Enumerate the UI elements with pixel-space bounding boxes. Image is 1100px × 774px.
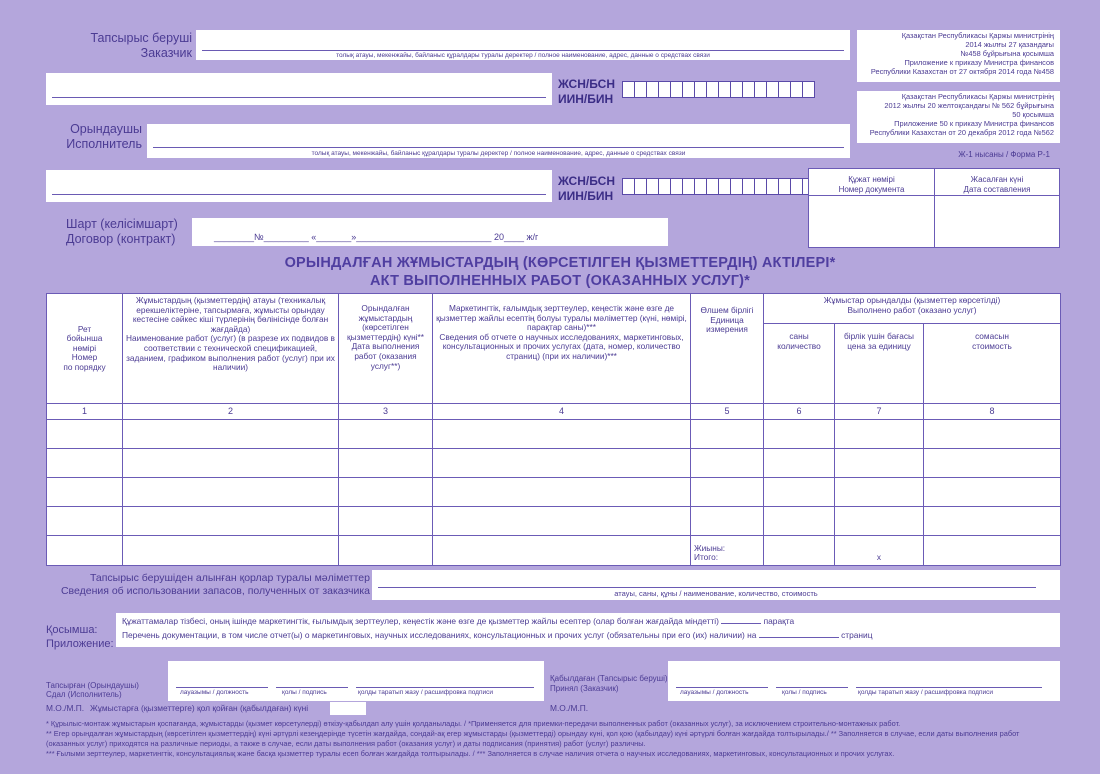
order-ref-1 [857,30,1060,82]
sign-left-label-ru: Сдал (Исполнитель) [46,690,122,699]
sign-left-signature: қолы / подпись [282,689,327,696]
appendix-line-1-unit: парақта [763,616,795,626]
total-x: х [835,536,924,566]
appendix-label-kz: Қосымша: [46,624,98,636]
table-row[interactable] [47,420,1061,449]
total-cost[interactable] [924,536,1061,566]
customer-label-kz: Тапсырыс беруші [90,31,192,45]
stamp-right: М.О./М.П. [550,703,589,713]
order-ref-1-l0: Қазақстан Республикасы Қаржы министрінің [901,31,1054,40]
col-num-6: 6 [764,404,835,420]
appendix-line-2-text: Перечень документации, в том числе отчет(ы) о маркетинговых, научных исследованиях, консультационных и прочих услуг (обязательны при его (их) наличии) на [122,630,757,640]
total-label: Жиыны: Итого: [691,536,764,566]
sign-right-field[interactable] [668,661,1060,701]
executor-id-label-1: ЖСН/БСН [558,174,616,188]
customer-iin-cells[interactable] [622,81,815,98]
sign-left-field[interactable] [168,661,544,701]
reserves-label-kz: Тапсырыс берушіден алынған қорлар туралы мәліметтер [89,572,370,584]
appendix-label-ru: Приложение: [46,638,114,650]
footnote-2: ** Егер орындалған жұмыстардың (көрсетілген қызметтердің) күні әртүрлі кезеңдерінде түсетін жағдайда, сондай-ақ егер жұмыстарды (қызметтерді) орындау күні, қол қою (қабылдау) күні әртүрлі болған жағдайда толтырылады./ ** Заполняется в случае, если даты выполнения работ [46,729,1020,738]
appendix-pages-input[interactable] [759,637,839,638]
appendix-line-1 [122,617,794,627]
sign-left-label-kz: Тапсырған (Орындаушы) [46,681,139,690]
sign-date-label: Жұмыстарға (қызметтерге) қол қойған (қабылдаған) күні [90,703,309,713]
order-ref-2-l4: Республики Казахстан от 20 декабря 2012 года №562 [869,128,1054,137]
sign-right-label-kz: Қабылдаған (Тапсырыс беруші) [550,674,668,683]
appendix-line-1-text: Құжаттамалар тізбесі, оның ішінде маркетингтік, ғылымдық зерттеулер, кеңестік және өзге де қызметтер жайлы есептер (олар болған жағдайда міндетті) [122,616,719,626]
appendix-line-2 [122,631,873,641]
contract-line: ________№_________ «_______»___________________________ 20____ ж/г [214,232,539,242]
doc-number-label: Құжат нөмірі Номер документа [838,175,905,194]
order-ref-2-l2: 50 қосымша [1012,110,1054,119]
appendix-line-2-unit: страниц [841,630,873,640]
order-ref-1-l2: №458 бұйрығына қосымша [960,49,1054,58]
customer-id-label-2: ИИН/БИН [558,92,614,106]
executor-label-ru: Исполнитель [66,137,142,151]
reserves-hint: атауы, саны, құны / наименование, количество, стоимость [614,589,818,598]
form-label: Ж-1 нысаны / Форма Р-1 [958,150,1050,159]
col-header-unit: Өлшем бірлігі Единица измерения [691,294,764,404]
order-ref-2-l1: 2012 жылғы 20 желтоқсандағы № 562 бұйрығына [884,101,1054,110]
customer-label-ru: Заказчик [140,46,192,60]
doc-date-label: Жасалған күні Дата составления [963,175,1031,194]
executor-name-hint: толық атауы, мекенжайы, байланыс құралдары туралы деректер / полное наименование, адрес, данные о средствах связи [311,150,686,157]
contract-label-ru: Договор (контракт) [66,232,176,246]
col-num-4: 4 [433,404,691,420]
executor-id-label-2: ИИН/БИН [558,189,614,203]
sign-date-field[interactable] [330,702,366,715]
customer-id-label-1: ЖСН/БСН [558,77,616,91]
order-ref-1-l4: Республики Казахстан от 27 октября 2014 года №458 [870,67,1054,76]
sign-right-position: лауазымы / должность [680,689,749,696]
works-table [46,293,1061,566]
total-quantity[interactable] [764,536,835,566]
col-header-number: Рет бойынша нөмірі Номер по порядку [47,294,123,404]
sign-left-position: лауазымы / должность [180,689,249,696]
col-header-name: Жұмыстардың (қызметтердің) атауы (техникалық ерекшеліктеріне, тапсырмаға, жұмысты орындау кестесіне сәйкес кіші түрлерінің бөлінісінде болған жағдайда) Наименование работ (услуг) (в разрезе их подвидов в соответствии с технической спецификацией, заданием, графиком выполнения работ (услуг) при их наличии) [123,294,339,404]
col-header-cost: сомасын стоимость [924,324,1061,404]
title-kz: ОРЫНДАЛҒАН ЖҰМЫСТАРДЫҢ (КӨРСЕТІЛГЕН ҚЫЗМЕТТЕРДІҢ) АКТІЛЕРІ* [284,255,836,271]
sign-right-signature: қолы / подпись [782,689,827,696]
col-num-8: 8 [924,404,1061,420]
col-header-price: бірлік үшін бағасы цена за единицу [835,324,924,404]
col-header-quantity: саны количество [764,324,835,404]
col-num-1: 1 [47,404,123,420]
table-row[interactable] [47,449,1061,478]
order-ref-2-l0: Қазақстан Республикасы Қаржы министрінің [901,92,1054,101]
customer-address-field[interactable] [46,73,552,105]
sign-left-decode: қолды таратып жазу / расшифровка подписи [358,689,494,696]
order-ref-1-l1: 2014 жылғы 27 қазандағы [965,40,1054,49]
col-num-2: 2 [123,404,339,420]
footnote-1: * Құрылыс-монтаж жұмыстарын қоспағанда, жұмыстарды (қызмет көрсетулерді) өткізу-қабылдап алу үшін қолданылады. / *Применяется для приемки-передачи выполненных работ (оказанных услуг), за исключением строительно-монтажных работ. [46,719,901,728]
footnote-4: *** Ғылыми зерттеулер, маркетингтік, консультациялық және басқа қызметтер туралы есеп болған жағдайда толтырылады. / *** Заполняется в случае наличия отчета о научных исследованиях, маркетинговых, консультационных и прочих услугах. [46,749,895,758]
appendix-sheets-input[interactable] [721,623,761,624]
executor-label-kz: Орындаушы [70,122,142,136]
sign-right-label-ru: Принял (Заказчик) [550,684,619,693]
footnote-3: (оказанных услуг) приходятся на различные периоды, а также в случае, если даты выполнения работ (оказания услуг) и даты подписания (принятия) работ (услуг) различны. [46,739,646,748]
executor-address-field[interactable] [46,170,552,202]
contract-label-kz: Шарт (келісімшарт) [66,217,178,231]
executor-iin-cells[interactable] [622,178,815,195]
col-num-7: 7 [835,404,924,420]
col-header-report: Маркетингтік, ғалымдық зерттеулер, кеңестік және өзге де қызметтер жайлы есептің болуы туралы мәліметтер (күні, нөмірі, парақтар саны)*** Сведения об отчете о научных исследованиях, маркетинговых, консультационных и прочих услугах (дата, номер, количество страниц) (при их наличии)*** [433,294,691,404]
doc-number-cell[interactable] [809,169,935,247]
reserves-label-ru: Сведения об использовании запасов, полученных от заказчика [60,585,370,597]
order-ref-2 [857,91,1060,143]
table-row[interactable] [47,478,1061,507]
reserves-field[interactable] [372,570,1060,600]
col-num-5: 5 [691,404,764,420]
doc-date-cell[interactable] [935,169,1059,247]
stamp-left: М.О./М.П. [46,703,85,713]
col-header-date: Орындалған жұмыстардың (көрсетілген қызметтердің) күні** Дата выполнения работ (оказания услуг**) [339,294,433,404]
title-ru: АКТ ВЫПОЛНЕННЫХ РАБОТ (ОКАЗАННЫХ УСЛУГ)* [369,273,751,289]
col-header-performed: Жұмыстар орындалды (қызметтер көрсетілді) Выполнено работ (оказано услуг) [764,294,1061,324]
col-num-3: 3 [339,404,433,420]
sign-right-decode: қолды таратып жазу / расшифровка подписи [858,689,994,696]
table-row[interactable] [47,507,1061,536]
appendix-field[interactable] [116,613,1060,647]
order-ref-2-l3: Приложение 50 к приказу Министра финансов [894,119,1054,128]
contract-field[interactable] [192,218,668,246]
total-row [47,536,1061,566]
customer-name-hint: толық атауы, мекенжайы, байланыс құралдары туралы деректер / полное наименование, адрес, данные о средствах связи [336,52,710,59]
doc-number-date-box [808,168,1060,248]
order-ref-1-l3: Приложение к приказу Министра финансов [904,58,1054,67]
customer-name-field[interactable] [196,30,850,60]
executor-name-field[interactable] [147,124,850,158]
